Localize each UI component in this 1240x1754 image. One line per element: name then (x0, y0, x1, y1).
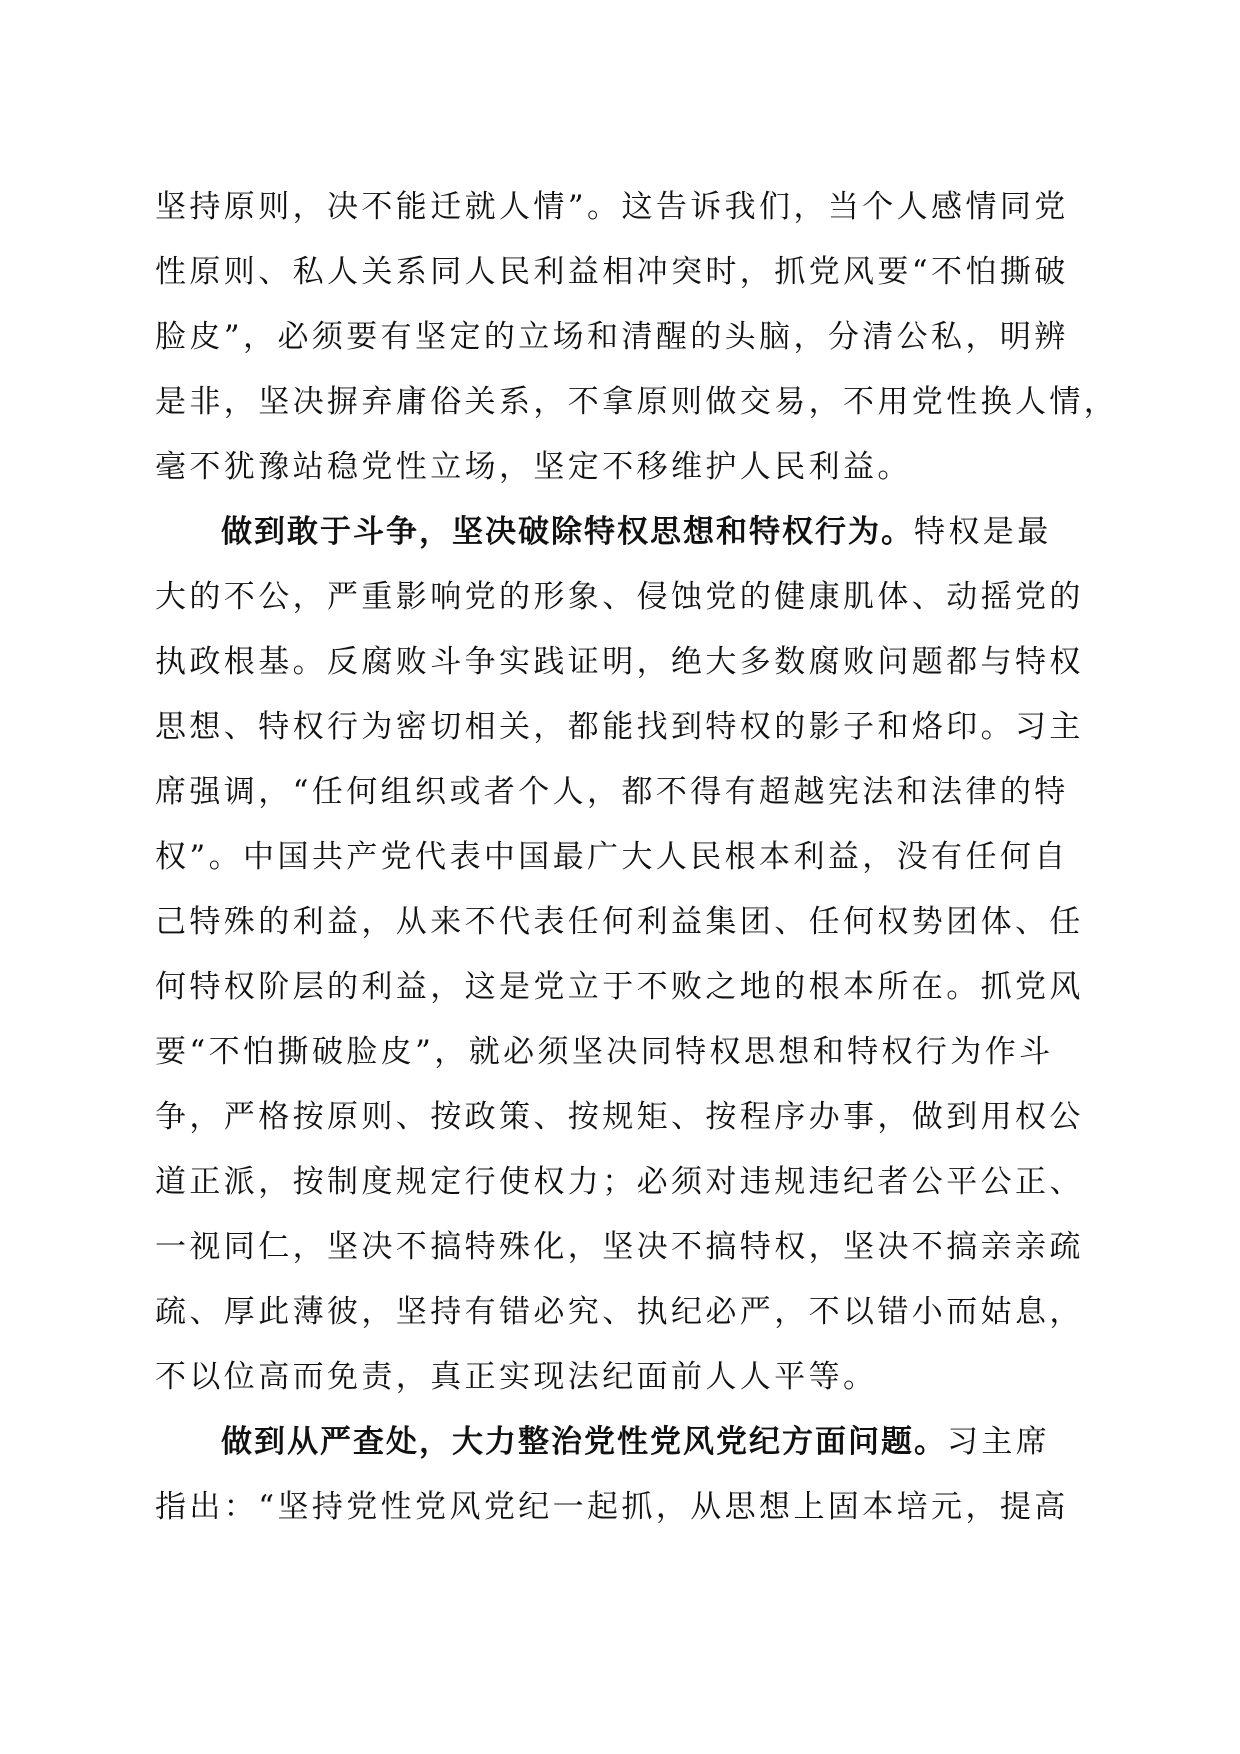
text-span: 习主席 (947, 1424, 1051, 1460)
text-line: 道正派，按制度规定行使权力；必须对违规违纪者公平公正、 (155, 1164, 1084, 1200)
text-line: 何特权阶层的利益，这是党立于不败之地的根本所在。抓党风 (155, 969, 1084, 1005)
text-line: 指出：“坚持党性党风党纪一起抓，从思想上固本培元，提高 (155, 1489, 1069, 1525)
text-line: 毫不犹豫站稳党性立场，坚定不移维护人民利益。 (155, 449, 912, 485)
text-line: 疏、厚此薄彼，坚持有错必究、执纪必严，不以错小而姑息， (155, 1294, 1084, 1330)
text-line: 执政根基。反腐败斗争实践证明，绝大多数腐败问题都与特权 (155, 644, 1084, 680)
paragraph-heading: 做到从严查处，大力整治党性党风党纪方面问题。 (221, 1424, 947, 1460)
text-line: 权”。中国共产党代表中国最广大人民根本利益，没有任何自 (155, 839, 1069, 875)
paragraph-heading: 做到敢于斗争，坚决破除特权思想和特权行为。 (221, 514, 914, 550)
text-line: 脸皮”，必须要有坚定的立场和清醒的头脑，分清公私，明辨 (155, 319, 1069, 355)
text-line: 是非，坚决摒弃庸俗关系，不拿原则做交易，不用党性换人情， (155, 384, 1119, 420)
text-line: 不以位高而免责，真正实现法纪面前人人平等。 (155, 1359, 878, 1395)
paragraph-heading-line (155, 1417, 1085, 1482)
text-line: 大的不公，严重影响党的形象、侵蚀党的健康肌体、动摇党的 (155, 579, 1084, 615)
body-text (155, 182, 1119, 1547)
text-line: 要“不怕撕破脸皮”，就必须坚决同特权思想和特权行为作斗 (155, 1034, 1054, 1070)
text-line: 己特殊的利益，从来不代表任何利益集团、任何权势团体、任 (155, 904, 1084, 940)
text-line: 席强调，“任何组织或者个人，都不得有超越宪法和法律的特 (155, 774, 1069, 810)
text-line: 一视同仁，坚决不搞特殊化，坚决不搞特权，坚决不搞亲亲疏 (155, 1229, 1084, 1265)
text-line: 性原则、私人关系同人民利益相冲突时，抓党风要“不怕撕破 (155, 254, 1069, 290)
paragraph-heading-line (155, 507, 1085, 572)
text-line: 争，严格按原则、按政策、按规矩、按程序办事，做到用权公 (155, 1099, 1084, 1135)
text-line: 坚持原则，决不能迁就人情”。这告诉我们，当个人感情同党 (155, 189, 1069, 225)
text-line: 思想、特权行为密切相关，都能找到特权的影子和烙印。习主 (155, 709, 1084, 745)
text-span: 特权是最 (914, 514, 1052, 550)
